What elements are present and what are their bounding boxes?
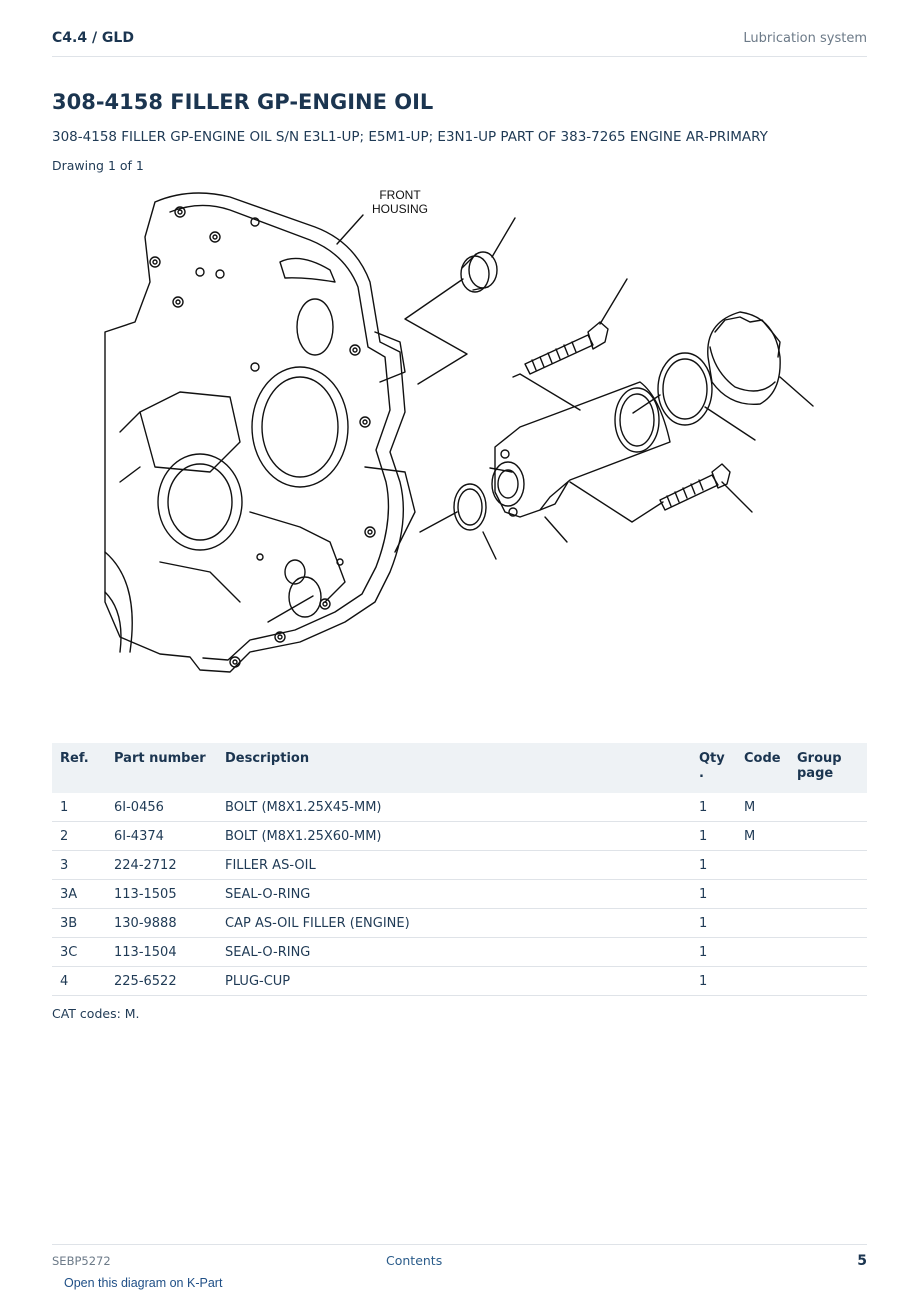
- front-housing-label-line2: HOUSING: [371, 202, 429, 216]
- cell-desc: SEAL-O-RING: [217, 938, 691, 967]
- cell-ref: 3C: [52, 938, 106, 967]
- cell-code: [736, 851, 789, 880]
- table-row: [52, 938, 867, 967]
- parts-table: [52, 743, 867, 996]
- table-row: [52, 909, 867, 938]
- document-id: SEBP5272: [52, 1254, 111, 1268]
- cell-ref: 4: [52, 967, 106, 996]
- front-housing-label-line1: FRONT: [379, 188, 421, 202]
- drawing-count: Drawing 1 of 1: [52, 158, 144, 173]
- col-description: Description: [217, 743, 691, 793]
- cell-code: [736, 967, 789, 996]
- parts-table-body: [52, 793, 867, 996]
- col-qty: [691, 743, 736, 793]
- cell-part: 113-1504: [106, 938, 217, 967]
- cell-part: 6I-0456: [106, 793, 217, 822]
- cell-desc: BOLT (M8X1.25X60-MM): [217, 822, 691, 851]
- cell-part: 6I-4374: [106, 822, 217, 851]
- cell-code: M: [736, 793, 789, 822]
- cell-desc: PLUG-CUP: [217, 967, 691, 996]
- cell-group: [789, 851, 867, 880]
- col-group-line1: Group: [797, 751, 842, 766]
- cell-part: 224-2712: [106, 851, 217, 880]
- table-row: [52, 880, 867, 909]
- cell-part: 225-6522: [106, 967, 217, 996]
- cell-group: [789, 909, 867, 938]
- cell-part: 130-9888: [106, 909, 217, 938]
- cell-ref: 1: [52, 793, 106, 822]
- col-qty-line2: .: [699, 766, 704, 781]
- table-row: [52, 967, 867, 996]
- cell-group: [789, 793, 867, 822]
- cell-ref: 2: [52, 822, 106, 851]
- cell-code: [736, 880, 789, 909]
- cell-desc: FILLER AS-OIL: [217, 851, 691, 880]
- col-qty-line1: Qty: [699, 751, 725, 766]
- cell-qty: 1: [691, 880, 736, 909]
- cell-qty: 1: [691, 822, 736, 851]
- cell-code: [736, 909, 789, 938]
- page-title: 308-4158 FILLER GP-ENGINE OIL: [52, 90, 434, 114]
- cell-code: M: [736, 822, 789, 851]
- cell-qty: 1: [691, 967, 736, 996]
- cell-qty: 1: [691, 851, 736, 880]
- breadcrumb: C4.4 / GLD: [52, 30, 134, 46]
- bolt-lower: [660, 475, 718, 510]
- cell-ref: 3A: [52, 880, 106, 909]
- cell-ref: 3: [52, 851, 106, 880]
- table-row: [52, 793, 867, 822]
- page-subtitle: 308-4158 FILLER GP-ENGINE OIL S/N E3L1-UP; E5M1-UP; E3N1-UP PART OF 383-7265 ENGINE AR-PRIMARY: [52, 129, 768, 145]
- front-housing-outline: [105, 193, 405, 672]
- col-part-number: Part number: [106, 743, 217, 793]
- cell-desc: CAP AS-OIL FILLER (ENGINE): [217, 909, 691, 938]
- cell-group: [789, 967, 867, 996]
- page-number: 5: [857, 1253, 867, 1269]
- section-name: Lubrication system: [743, 31, 867, 46]
- table-header-row: [52, 743, 867, 793]
- table-row: [52, 822, 867, 851]
- cell-qty: 1: [691, 793, 736, 822]
- cell-qty: 1: [691, 938, 736, 967]
- cell-group: [789, 822, 867, 851]
- cell-desc: BOLT (M8X1.25X45-MM): [217, 793, 691, 822]
- cell-code: [736, 938, 789, 967]
- col-group-line2: page: [797, 766, 834, 781]
- col-ref: Ref.: [52, 743, 106, 793]
- contents-link[interactable]: Contents: [386, 1253, 443, 1268]
- cell-desc: SEAL-O-RING: [217, 880, 691, 909]
- cat-codes-note: CAT codes: M.: [52, 1006, 140, 1021]
- col-group-page: [789, 743, 867, 793]
- col-code: Code: [736, 743, 789, 793]
- cell-part: 113-1505: [106, 880, 217, 909]
- table-row: [52, 851, 867, 880]
- kpart-diagram-link[interactable]: Open this diagram on K-Part: [64, 1276, 223, 1290]
- cell-group: [789, 938, 867, 967]
- cell-group: [789, 880, 867, 909]
- parts-diagram: [100, 182, 820, 722]
- page-header: [52, 28, 867, 57]
- page-footer: [52, 1244, 867, 1275]
- cell-ref: 3B: [52, 909, 106, 938]
- exploded-view-drawing: [100, 182, 820, 722]
- cell-qty: 1: [691, 909, 736, 938]
